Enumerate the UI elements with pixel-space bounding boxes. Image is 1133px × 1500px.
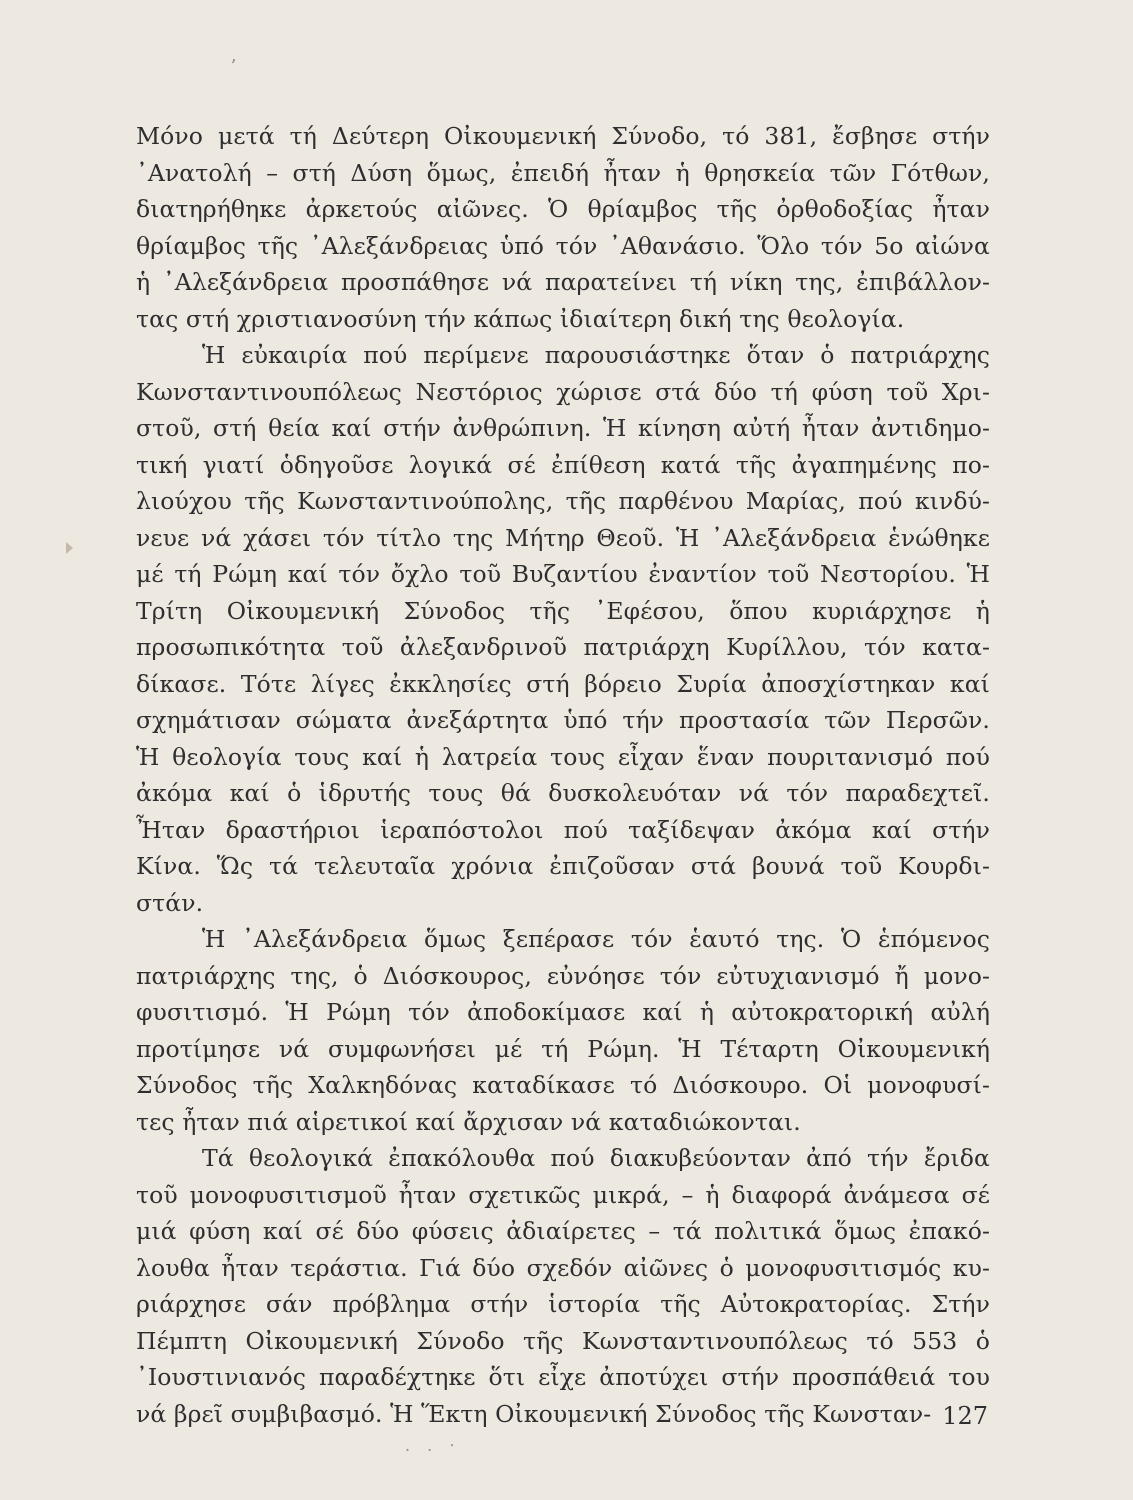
- text-line: προτίμησε νά συμφωνήσει μέ τή Ρώμη. Ἡ Τέταρτη Οἰκουμενική: [136, 1034, 990, 1063]
- text-line: Ἡ εὐκαιρία πού περίμενε παρουσιάστηκε ὅταν ὁ πατριάρχης: [202, 341, 990, 369]
- text-line: μιά φύση καί σέ δύο φύσεις ἀδιαίρετες – τά πολιτικά ὅμως ἐπακό-: [136, 1217, 990, 1245]
- text-line: λιούχου τῆς Κωνσταντινούπολης, τῆς παρθένου Μαρίας, πού κινδύ-: [136, 487, 990, 515]
- ink-mark: ʼ: [230, 56, 236, 77]
- text-line: φυσιτισμό. Ἡ Ρώμη τόν ἀποδοκίμασε καί ἡ αὐτοκρατορική αὐλή: [136, 998, 990, 1026]
- text-line: τική γιατί ὁδηγοῦσε λογικά σέ ἐπίθεση κατά τῆς ἀγαπημένης πο-: [136, 450, 990, 479]
- text-line: Ἡ ᾿Αλεξάνδρεια ὅμως ξεπέρασε τόν ἑαυτό της. Ὁ ἑπόμενος: [202, 925, 990, 953]
- text-line: Μόνο μετά τή Δεύτερη Οἰκουμενική Σύνοδο, τό 381, ἔσβησε στήν: [136, 122, 990, 150]
- text-line: Κωνσταντινουπόλεως Νεστόριος χώρισε στά δύο τή φύση τοῦ Χρι-: [136, 377, 990, 406]
- text-line: στοῦ, στή θεία καί στήν ἀνθρώπινη. Ἡ κίνηση αὐτή ἦταν ἀντιδημο-: [136, 414, 990, 442]
- text-line: νά βρεῖ συμβιβασμό. Ἡ Ἕκτη Οἰκουμενική Σύνοδος τῆς Κωνσταν-: [136, 1399, 932, 1428]
- text-line: μέ τή Ρώμη καί τόν ὄχλο τοῦ Βυζαντίου ἐναντίον τοῦ Νεστορίου. Ἡ: [136, 560, 990, 588]
- text-line: Κίνα. Ὥς τά τελευταῖα χρόνια ἐπιζοῦσαν στά βουνά τοῦ Κουρδι-: [136, 852, 990, 880]
- page-number: 127: [942, 1402, 988, 1430]
- text-line: ἡ ᾿Αλεξάνδρεια προσπάθησε νά παρατείνει τή νίκη της, ἐπιβάλλον-: [136, 268, 990, 296]
- text-line: τας στή χριστιανοσύνη τήν κάπως ἰδιαίτερη δική της θεολογία.: [136, 304, 905, 333]
- text-line: τοῦ μονοφυσιτισμοῦ ἦταν σχετικῶς μικρά, – ἡ διαφορά ἀνάμεσα σέ: [136, 1180, 990, 1209]
- text-line: νευε νά χάσει τόν τίτλο της Μήτηρ Θεοῦ. Ἡ ᾿Αλεξάνδρεια ἑνώθηκε: [136, 523, 990, 552]
- text-line: ριάρχησε σάν πρόβλημα στήν ἱστορία τῆς Αὐτοκρατορίας. Στήν: [136, 1290, 990, 1318]
- text-line: Πέμπτη Οἰκουμενική Σύνοδο τῆς Κωνσταντινουπόλεως τό 553 ὁ: [136, 1326, 990, 1355]
- margin-mark: [66, 542, 73, 554]
- text-line: στάν.: [136, 888, 204, 917]
- text-line: Σύνοδος τῆς Χαλκηδόνας καταδίκασε τό Διόσκουρο. Οἱ μονοφυσί-: [136, 1071, 990, 1099]
- text-line: πατριάρχης της, ὁ Διόσκουρος, εὐνόησε τόν εὐτυχιανισμό ἤ μονο-: [136, 961, 990, 990]
- text-line: ᾿Ανατολή – στή Δύση ὅμως, ἐπειδή ἦταν ἡ θρησκεία τῶν Γότθων,: [136, 158, 990, 187]
- text-line: Ἦταν δραστήριοι ἱεραπόστολοι πού ταξίδεψαν ἀκόμα καί στήν: [136, 815, 990, 844]
- text-line: διατηρήθηκε ἀρκετούς αἰῶνες. Ὁ θρίαμβος τῆς ὀρθοδοξίας ἦταν: [136, 195, 990, 223]
- text-line: λουθα ἦταν τεράστια. Γιά δύο σχεδόν αἰῶνες ὁ μονοφυσιτισμός κυ-: [136, 1253, 990, 1282]
- text-line: δίκασε. Τότε λίγες ἐκκλησίες στή βόρειο Συρία ἀποσχίστηκαν καί: [136, 669, 990, 698]
- text-line: θρίαμβος τῆς ᾿Αλεξάνδρειας ὑπό τόν ᾿Αθανάσιο. Ὅλο τόν 5ο αἰώνα: [136, 231, 990, 260]
- text-line: τες ἦταν πιά αἱρετικοί καί ἄρχισαν νά καταδιώκονται.: [136, 1107, 801, 1136]
- text-line: ἀκόμα καί ὁ ἱδρυτής τους θά δυσκολευόταν νά τόν παραδεχτεῖ.: [136, 779, 990, 807]
- text-line: Τρίτη Οἰκουμενική Σύνοδος τῆς ᾿Εφέσου, ὅπου κυριάρχησε ἡ: [136, 596, 990, 625]
- text-line: ᾿Ιουστινιανός παραδέχτηκε ὅτι εἶχε ἀποτύχει στήν προσπάθειά του: [136, 1363, 990, 1391]
- text-line: σχημάτισαν σώματα ἀνεξάρτητα ὑπό τήν προστασία τῶν Περσῶν.: [136, 706, 990, 734]
- text-line: προσωπικότητα τοῦ ἀλεξανδρινοῦ πατριάρχη Κυρίλλου, τόν κατα-: [136, 633, 990, 661]
- text-line: Τά θεολογικά ἐπακόλουθα πού διακυβεύονταν ἀπό τήν ἔριδα: [202, 1144, 990, 1172]
- text-line: Ἡ θεολογία τους καί ἡ λατρεία τους εἶχαν ἕναν πουριτανισμό πού: [136, 742, 990, 771]
- scan-specks: . . ‧: [405, 1436, 461, 1455]
- body-text: [136, 118, 990, 1432]
